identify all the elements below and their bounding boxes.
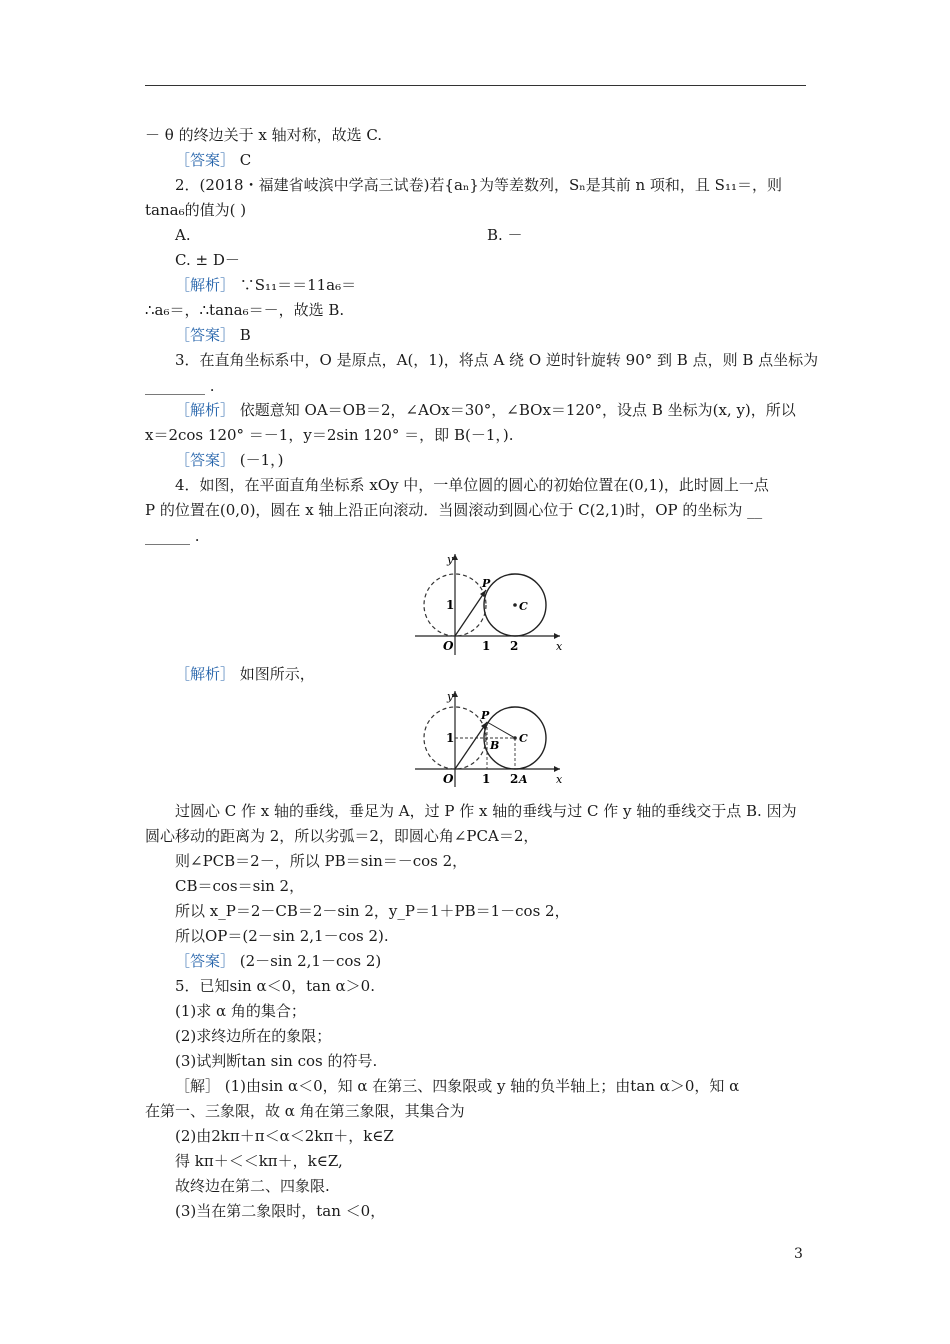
text-line <box>175 976 375 996</box>
text-line <box>175 801 797 821</box>
section-tag: ［答案］ <box>175 451 236 469</box>
text-line <box>175 150 251 170</box>
page-number: 3 <box>794 1246 803 1262</box>
fig1-origin-label: O <box>443 639 454 653</box>
line-text: 5．已知sin α＜0，tan α＞0. <box>175 977 375 995</box>
fig2-point-p: P <box>481 709 490 722</box>
line-text: A. <box>175 226 191 244</box>
text-line <box>145 1101 465 1121</box>
line-text: ______ . <box>145 527 200 545</box>
text-line <box>175 901 570 921</box>
line-text: 在第一、三象限，故 α 角在第三象限，其集合为 <box>145 1102 465 1120</box>
line-text: 3．在直角坐标系中，O 是原点，A(，1)，将点 A 绕 O 逆时针旋转 90° 到 B 点，则 B 点坐标为 <box>175 351 819 369</box>
line-text: (3)当在第二象限时，tan ＜0， <box>175 1202 386 1220</box>
line-text: 所以 x_P＝2－CB＝2－sin 2，y_P＝1＋PB＝1－cos 2， <box>175 902 570 920</box>
line-text: (3)试判断tan sin cos 的符号. <box>175 1052 378 1070</box>
text-line <box>175 1176 330 1196</box>
text-line <box>175 1151 343 1171</box>
text-line <box>175 250 240 270</box>
section-tag: ［解析］ <box>175 665 236 683</box>
fig2-point-b: B <box>490 739 500 752</box>
text-line <box>145 425 514 445</box>
line-text: 2．(2018・福建省岐滨中学高三试卷)若{aₙ}为等差数列，Sₙ是其前 n 项和，且 S₁₁＝，则 <box>175 176 782 194</box>
line-text: C. ± D－ <box>175 251 240 269</box>
section-tag: ［答案］ <box>175 151 236 169</box>
section-tag: ［解析］ <box>175 401 236 419</box>
text-line <box>175 951 381 971</box>
text-line <box>175 1026 331 1046</box>
fig2-tick-x1: 1 <box>482 772 491 786</box>
rolling-circle-figure-1 <box>415 550 565 660</box>
text-line <box>175 851 467 871</box>
line-text: (－1，) <box>235 451 284 469</box>
text-line <box>175 1001 306 1021</box>
text-line <box>145 826 538 846</box>
text-line <box>487 225 523 245</box>
fig1-tick-x1: 1 <box>482 639 491 653</box>
text-line <box>175 450 284 470</box>
fig2-y-label: y <box>447 690 454 703</box>
line-text: tana₆的值为( ) <box>145 201 247 219</box>
line-text: 则∠PCB＝2－，所以 PB＝sin＝－cos 2， <box>175 852 468 870</box>
line-text: 过圆心 C 作 x 轴的垂线，垂足为 A，过 P 作 x 轴的垂线与过 C 作 y 轴的垂线交于点 B. 因为 <box>175 802 797 820</box>
text-line <box>175 275 356 295</box>
line-text: (1)求 α 角的集合； <box>175 1002 306 1020</box>
text-line <box>175 1201 385 1221</box>
line-text: (2)求终边所在的象限； <box>175 1027 332 1045</box>
line-text: CB＝cos＝sin 2， <box>175 877 305 895</box>
text-line <box>175 876 304 896</box>
fig1-x-label: x <box>556 640 563 653</box>
text-line <box>145 500 762 520</box>
text-line <box>175 926 389 946</box>
text-line <box>145 526 200 546</box>
fig1-y-label: y <box>447 553 454 566</box>
line-text: 所以OP＝(2－sin 2,1－cos 2). <box>175 927 389 945</box>
line-text: B. － <box>487 226 523 244</box>
fig2-point-a: A <box>519 773 528 786</box>
text-line <box>175 1126 394 1146</box>
line-text: 得 kπ＋＜＜kπ＋，k∈Z, <box>175 1152 343 1170</box>
line-text: C <box>235 151 252 169</box>
section-tag: ［解析］ <box>175 276 236 294</box>
fig2-tick-x2: 2 <box>510 772 519 786</box>
line-text: － θ 的终边关于 x 轴对称，故选 C. <box>145 126 383 144</box>
line-text: ________ . <box>145 377 215 395</box>
fig1-tick-x2: 2 <box>510 639 519 653</box>
line-text: x＝2cos 120° ＝－1，y＝2sin 120° ＝，即 B(－1，). <box>145 426 514 444</box>
fig1-point-c: C <box>519 600 528 613</box>
fig2-tick-y1: 1 <box>446 731 455 745</box>
line-text: 依题意知 OA＝OB＝2，∠AOx＝30°，∠BOx＝120°，设点 B 坐标为(x, y)，所以 <box>235 401 796 419</box>
line-text: (2－sin 2,1－cos 2) <box>235 952 382 970</box>
text-line <box>145 200 246 220</box>
text-line <box>175 175 782 195</box>
line-text: ［解］ (1)由sin α＜0，知 α 在第三、四象限或 y 轴的负半轴上；由tan α＞0，知 α <box>175 1077 740 1095</box>
header-rule <box>145 85 806 86</box>
line-text: 圆心移动的距离为 2，所以劣弧＝2，即圆心角∠PCA＝2， <box>145 827 539 845</box>
text-line <box>145 300 344 320</box>
line-text: B <box>235 326 251 344</box>
line-text: 如图所示， <box>235 665 315 683</box>
text-line <box>175 664 315 684</box>
fig1-tick-y1: 1 <box>446 598 455 612</box>
text-line <box>175 1051 377 1071</box>
fig2-point-c: C <box>519 732 528 745</box>
line-text: ∵S₁₁＝＝11a₆＝ <box>235 276 357 294</box>
line-text: 故终边在第二、四象限. <box>175 1177 330 1195</box>
section-tag: ［答案］ <box>175 952 236 970</box>
text-line <box>145 376 215 396</box>
fig1-point-p: P <box>482 577 491 590</box>
fig2-x-label: x <box>556 773 563 786</box>
line-text: (2)由2kπ＋π＜α＜2kπ＋，k∈Z <box>175 1127 394 1145</box>
text-line <box>145 125 382 145</box>
text-line <box>175 1076 739 1096</box>
text-line <box>175 400 796 420</box>
text-line <box>175 350 818 370</box>
line-text: P 的位置在(0,0)，圆在 x 轴上沿正向滚动．当圆滚动到圆心位于 C(2,1)时，OP 的坐标为 __ <box>145 501 763 519</box>
section-tag: ［答案］ <box>175 326 236 344</box>
rolling-circle-figure-2 <box>415 687 565 792</box>
text-line <box>175 225 191 245</box>
line-text: ∴a₆＝，∴tana₆＝－，故选 B. <box>145 301 345 319</box>
fig2-origin-label: O <box>443 772 454 786</box>
text-line <box>175 475 769 495</box>
line-text: 4．如图，在平面直角坐标系 xOy 中，一单位圆的圆心的初始位置在(0,1)，此时圆上一点 <box>175 476 769 494</box>
text-line <box>175 325 251 345</box>
